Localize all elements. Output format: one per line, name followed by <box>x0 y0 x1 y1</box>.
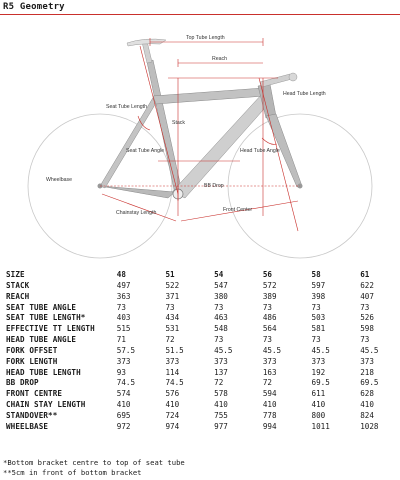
table-cell: 564 <box>262 324 277 334</box>
table-cell: 371 <box>165 291 180 301</box>
table-cell: 73 <box>262 335 272 345</box>
table-cell: 192 <box>311 367 326 377</box>
table-cell: 74.5 <box>116 378 136 388</box>
table-cell: 69.5 <box>360 378 379 388</box>
table-cell: 778 <box>262 410 277 420</box>
label-stack: Stack <box>172 120 185 126</box>
table-cell: 73 <box>214 335 224 345</box>
table-cell: 994 <box>262 421 277 431</box>
table-cell: 389 <box>262 291 277 301</box>
table-cell: 1028 <box>360 421 379 431</box>
row-label: HEAD TUBE LENGTH <box>6 367 81 377</box>
size-col: 56 <box>262 270 272 279</box>
table-cell: 547 <box>214 280 228 290</box>
table-row <box>6 292 400 303</box>
table-cell: 57.5 <box>116 345 136 355</box>
label-top-tube-length: Top Tube Length <box>186 35 225 41</box>
table-cell: 137 <box>214 367 228 377</box>
row-label: BB DROP <box>6 378 39 388</box>
geometry-table <box>6 270 400 433</box>
table-cell: 410 <box>214 400 228 410</box>
table-cell: 622 <box>360 280 374 290</box>
table-cell: 486 <box>262 313 277 323</box>
table-cell: 598 <box>360 324 374 334</box>
row-label: FRONT CENTRE <box>6 389 63 399</box>
chainstay <box>100 186 175 198</box>
table-cell: 114 <box>165 367 180 377</box>
table-cell: 51.5 <box>165 345 184 355</box>
table-cell: 574 <box>116 389 131 399</box>
footnote: **5cm in front of bottom bracket <box>3 467 142 477</box>
label-front-center: Front Center <box>223 207 253 213</box>
top-tube <box>153 88 265 104</box>
table-cell: 407 <box>360 291 374 301</box>
row-label: HEAD TUBE ANGLE <box>6 335 77 345</box>
table-row <box>6 400 400 411</box>
table-cell: 73 <box>116 302 126 312</box>
label-chainstay-length: Chainstay Length <box>116 210 157 216</box>
table-cell: 972 <box>116 421 131 431</box>
table-row <box>6 335 400 346</box>
label-seat-tube-length: Seat Tube Length <box>106 104 147 110</box>
footnotes <box>3 458 185 477</box>
table-row <box>6 368 400 379</box>
table-row <box>6 313 400 324</box>
row-label: WHEELBASE <box>6 421 49 431</box>
label-bb-drop: BB Drop <box>204 183 224 189</box>
table-cell: 578 <box>214 389 228 399</box>
table-cell: 72 <box>214 378 224 388</box>
table-cell: 755 <box>214 410 228 420</box>
size-col: 54 <box>214 270 224 279</box>
table-row <box>6 324 400 335</box>
stem <box>260 74 292 87</box>
row-label: SEAT TUBE ANGLE <box>6 302 77 312</box>
table-cell: 572 <box>262 280 277 290</box>
table-cell: 594 <box>262 389 277 399</box>
table-cell: 410 <box>262 400 277 410</box>
table-cell: 434 <box>165 313 180 323</box>
table-row <box>6 346 400 357</box>
table-cell: 363 <box>116 291 131 301</box>
table-cell: 73 <box>214 302 224 312</box>
row-label: SEAT TUBE LENGTH* <box>6 313 86 323</box>
label-head-tube-length: Head Tube Length <box>283 91 326 97</box>
table-cell: 974 <box>165 421 180 431</box>
table-row <box>6 378 400 389</box>
footnote: *Bottom bracket centre to top of seat tube <box>3 458 185 467</box>
table-cell: 373 <box>214 356 228 366</box>
table-cell: 526 <box>360 313 374 323</box>
table-cell: 73 <box>360 335 370 345</box>
table-cell: 576 <box>165 389 180 399</box>
table-cell: 463 <box>214 313 228 323</box>
table-cell: 695 <box>116 410 131 420</box>
table-cell: 163 <box>262 367 277 377</box>
size-col: 58 <box>311 270 321 279</box>
row-label: FORK LENGTH <box>6 356 58 366</box>
row-label: CHAIN STAY LENGTH <box>6 400 86 410</box>
table-cell: 45.5 <box>311 345 330 355</box>
row-label: STACK <box>6 280 30 290</box>
label-seat-tube-angle: Seat Tube Angle <box>126 148 165 154</box>
table-cell: 611 <box>311 389 326 399</box>
table-cell: 373 <box>116 356 131 366</box>
table-cell: 1011 <box>311 421 330 431</box>
table-cell: 74.5 <box>165 378 184 388</box>
table-cell: 410 <box>360 400 374 410</box>
table-cell: 724 <box>165 410 180 420</box>
size-header: SIZE <box>6 270 25 279</box>
table-header-row <box>6 270 400 281</box>
table-cell: 45.5 <box>360 345 379 355</box>
seat-tube <box>147 60 182 194</box>
table-cell: 503 <box>311 313 326 323</box>
table-cell: 800 <box>311 410 326 420</box>
table-cell: 218 <box>360 367 374 377</box>
label-wheelbase: Wheelbase <box>46 177 72 183</box>
table-cell: 73 <box>165 302 175 312</box>
page-title: R5 Geometry <box>3 2 65 12</box>
table-cell: 69.5 <box>311 378 330 388</box>
table-cell: 581 <box>311 324 326 334</box>
geometry-diagram <box>0 16 400 262</box>
table-row <box>6 411 400 422</box>
label-head-tube-angle: Head Tube Angle <box>240 148 280 154</box>
label-reach: Reach <box>212 56 227 62</box>
table-cell: 73 <box>262 302 272 312</box>
table-row <box>6 422 400 433</box>
table-cell: 380 <box>214 291 228 301</box>
row-label: FORK OFFSET <box>6 345 58 355</box>
table-cell: 977 <box>214 421 228 431</box>
table-cell: 71 <box>116 335 126 345</box>
table-cell: 373 <box>360 356 374 366</box>
table-cell: 73 <box>311 302 321 312</box>
table-cell: 628 <box>360 389 374 399</box>
table-cell: 410 <box>116 400 131 410</box>
table-row <box>6 281 400 292</box>
row-label: EFFECTIVE TT LENGTH <box>6 324 95 334</box>
row-label: STANDOVER** <box>6 410 58 420</box>
table-cell: 531 <box>165 324 180 334</box>
row-label: REACH <box>6 291 30 301</box>
table-cell: 548 <box>214 324 228 334</box>
table-row <box>6 389 400 400</box>
table-cell: 373 <box>262 356 277 366</box>
table-cell: 45.5 <box>262 345 282 355</box>
table-cell: 373 <box>311 356 326 366</box>
table-cell: 403 <box>116 313 131 323</box>
table-cell: 72 <box>262 378 272 388</box>
table-cell: 597 <box>311 280 326 290</box>
table-cell: 410 <box>311 400 326 410</box>
table-cell: 824 <box>360 410 374 420</box>
table-cell: 398 <box>311 291 326 301</box>
table-cell: 522 <box>165 280 180 290</box>
table-row <box>6 357 400 368</box>
size-col: 51 <box>165 270 175 279</box>
table-cell: 497 <box>116 280 131 290</box>
title-divider <box>0 14 400 15</box>
handlebar <box>289 73 297 81</box>
size-col: 48 <box>116 270 126 279</box>
table-cell: 515 <box>116 324 131 334</box>
table-body <box>6 281 400 433</box>
table-cell: 73 <box>311 335 321 345</box>
table-row <box>6 303 400 314</box>
table-cell: 45.5 <box>214 345 233 355</box>
table-cell: 373 <box>165 356 180 366</box>
table-cell: 72 <box>165 335 175 345</box>
table-cell: 410 <box>165 400 180 410</box>
table-cell: 73 <box>360 302 370 312</box>
size-col: 61 <box>360 270 370 279</box>
table-cell: 93 <box>116 367 126 377</box>
